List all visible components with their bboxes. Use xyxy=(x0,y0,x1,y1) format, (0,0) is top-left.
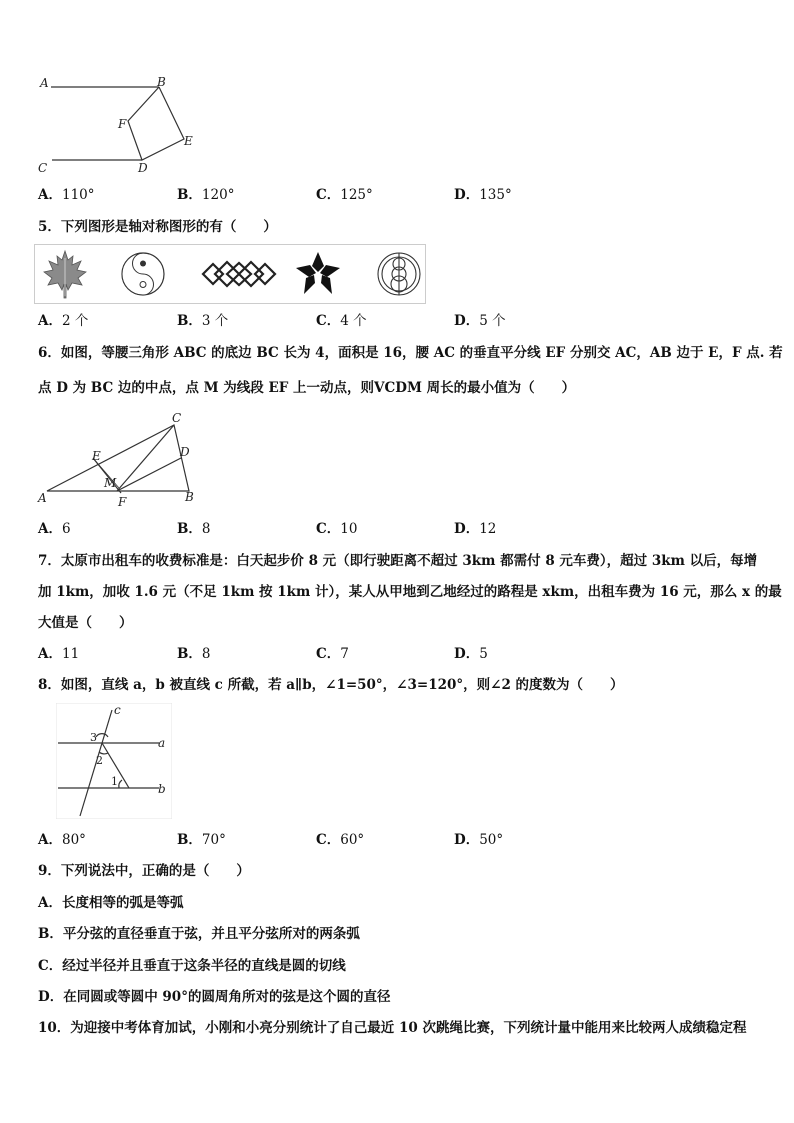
q6-label-f: F xyxy=(118,495,127,509)
q7-stem-line2: 加 1km，加收 1.6 元（不足 1km 按 1km 计），某人从甲地到乙地经过的路程是 xkm，出租车费为 16 元，那么 x 的最 xyxy=(38,584,782,600)
nested-circles-icon xyxy=(375,249,423,299)
q8-label-c: c xyxy=(114,703,121,717)
q4-option-a[interactable]: A．110° xyxy=(38,187,95,203)
q9-stem: 9．下列说法中，正确的是（ ） xyxy=(38,863,250,879)
q9-choice-d[interactable]: D．在同圆或等圆中 90°的圆周角所对的弦是这个圆的直径 xyxy=(38,989,391,1005)
q8-option-d[interactable]: D．50° xyxy=(454,832,504,848)
q8-option-c[interactable]: C．60° xyxy=(316,832,365,848)
q6-option-a[interactable]: A．6 xyxy=(38,521,71,537)
q6-option-c[interactable]: C．10 xyxy=(316,521,358,537)
q8-label-b: b xyxy=(158,782,166,796)
q8-option-a[interactable]: A．80° xyxy=(38,832,86,848)
q6-label-d: D xyxy=(180,445,190,459)
q5-option-b[interactable]: B．3 个 xyxy=(177,313,229,329)
q6-figure xyxy=(34,410,204,510)
pentagon-star-icon xyxy=(293,249,343,299)
q6-label-c: C xyxy=(172,411,182,425)
q5-option-c[interactable]: C．4 个 xyxy=(316,313,367,329)
q4-label-d: D xyxy=(138,161,148,175)
q7-stem-line3: 大值是（ ） xyxy=(38,615,133,631)
q10-stem: 10．为迎接中考体育加试，小刚和小亮分别统计了自己最近 10 次跳绳比赛，下列统计量中能用来比较两人成绩稳定程 xyxy=(38,1020,747,1036)
q6-stem-line1: 6．如图，等腰三角形 ABC 的底边 BC 长为 4，面积是 16，腰 AC 的垂直平分线 EF 分别交 AC，AB 边于 E，F 点. 若 xyxy=(38,345,783,361)
q4-label-b: B xyxy=(157,75,166,89)
q9-choice-c[interactable]: C．经过半径并且垂直于这条半径的直线是圆的切线 xyxy=(38,958,346,974)
q5-option-d[interactable]: D．5 个 xyxy=(454,313,506,329)
q6-label-a: A xyxy=(38,491,47,505)
q7-option-c[interactable]: C．7 xyxy=(316,646,349,662)
q4-label-c: C xyxy=(38,161,48,175)
q6-label-b: B xyxy=(185,490,194,504)
q9-choice-a[interactable]: A．长度相等的弧是等弧 xyxy=(38,895,184,911)
q6-label-e: E xyxy=(92,449,101,463)
q8-stem: 8．如图，直线 a，b 被直线 c 所截，若 a∥b，∠1=50°，∠3=120°，则∠2 的度数为（ ） xyxy=(38,677,624,693)
q4-label-a: A xyxy=(40,76,49,90)
q7-option-a[interactable]: A．11 xyxy=(38,646,80,662)
q7-option-b[interactable]: B．8 xyxy=(177,646,211,662)
q6-label-m: M xyxy=(104,476,117,490)
q4-label-f: F xyxy=(118,117,127,131)
q5-stem: 5．下列图形是轴对称图形的有（ ） xyxy=(38,219,277,235)
q6-stem-line2: 点 D 为 BC 边的中点，点 M 为线段 EF 上一动点，则VCDM 周长的最小值为（ ） xyxy=(38,380,576,396)
q7-option-d[interactable]: D．5 xyxy=(454,646,488,662)
q8-figure xyxy=(56,703,172,819)
knot-pattern-icon xyxy=(199,255,279,293)
q6-option-d[interactable]: D．12 xyxy=(454,521,497,537)
q8-label-1: 1 xyxy=(111,775,118,788)
q8-label-3: 3 xyxy=(90,731,97,744)
q9-choice-b[interactable]: B．平分弦的直径垂直于弦，并且平分弦所对的两条弧 xyxy=(38,926,360,942)
q5-option-a[interactable]: A．2 个 xyxy=(38,313,89,329)
q5-shapes-strip xyxy=(34,244,426,304)
q4-option-d[interactable]: D．135° xyxy=(454,187,512,203)
q4-option-b[interactable]: B．120° xyxy=(177,187,235,203)
q8-label-a: a xyxy=(158,736,166,750)
q4-label-e: E xyxy=(184,134,193,148)
q6-option-b[interactable]: B．8 xyxy=(177,521,211,537)
maple-leaf-icon xyxy=(39,248,91,300)
q7-stem-line1: 7．太原市出租车的收费标准是：白天起步价 8 元（即行驶距离不超过 3km 都需付 8 元车费），超过 3km 以后，每增 xyxy=(38,553,758,569)
q8-label-2: 2 xyxy=(96,754,103,767)
q4-option-c[interactable]: C．125° xyxy=(316,187,373,203)
yin-yang-icon xyxy=(119,250,167,298)
q4-figure xyxy=(34,72,204,180)
q8-option-b[interactable]: B．70° xyxy=(177,832,226,848)
